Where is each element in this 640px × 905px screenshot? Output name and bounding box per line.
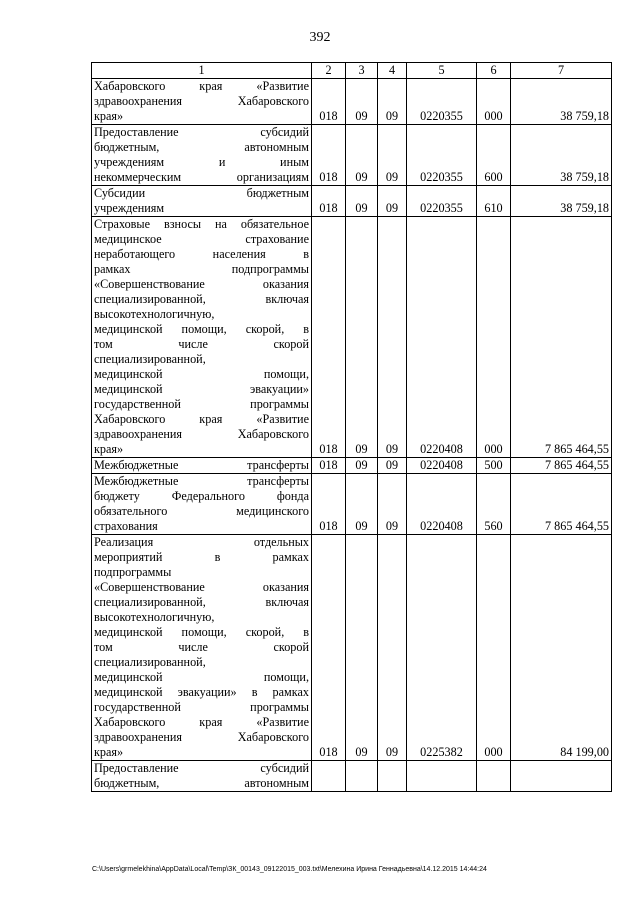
row-description: Предоставление субсидий бюджетным, автономным [92,761,312,792]
ministry-code: 018 [312,186,346,217]
table-header-row [92,63,612,79]
expense-type-code: 600 [477,125,511,186]
ministry-code: 018 [312,125,346,186]
row-description: Межбюджетные трансферты бюджету Федерального фонда обязательного медицинского страхования [92,474,312,535]
subsection-code: 09 [378,79,407,125]
section-code: 09 [346,474,378,535]
column-header: 7 [511,63,612,79]
section-code: 09 [346,125,378,186]
expense-type-code: 000 [477,79,511,125]
expense-type-code: 610 [477,186,511,217]
table-row [92,761,612,792]
section-code: 09 [346,535,378,761]
row-description: Субсидии бюджетным учреждениям [92,186,312,217]
target-article-code: 0220355 [407,186,477,217]
section-code: 09 [346,217,378,458]
section-code: 09 [346,79,378,125]
column-header: 3 [346,63,378,79]
table-row [92,474,612,535]
expense-type-code: 560 [477,474,511,535]
file-path-footer: C:\Users\grmelekhina\AppData\Local\Temp\ЗК_00143_09122015_003.txt\Мелехина Ирина Геннадьевна\14.12.2015 14:44:24 [92,866,487,873]
ministry-code: 018 [312,535,346,761]
table-row [92,217,612,458]
table-row [92,535,612,761]
section-code: 09 [346,186,378,217]
subsection-code: 09 [378,186,407,217]
subsection-code: 09 [378,458,407,474]
table-row [92,79,612,125]
expense-type-code [477,761,511,792]
ministry-code: 018 [312,217,346,458]
budget-table [91,62,612,792]
ministry-code [312,761,346,792]
target-article-code: 0220355 [407,125,477,186]
row-description: Реализация отдельных мероприятий в рамках подпрограммы «Совершенствование оказания специализированной, включая высокотехнологичную, медицинской помощи, скорой, в том числе скорой специализированной, медицинской помощи, медицинской эвакуации» в рамках государственной программы Хабаровского края «Развитие здравоохранения Хабаровского края» [92,535,312,761]
expense-type-code: 000 [477,217,511,458]
amount: 38 759,18 [511,79,612,125]
target-article-code: 0220408 [407,458,477,474]
subsection-code: 09 [378,474,407,535]
section-code [346,761,378,792]
row-description: Межбюджетные трансферты [92,458,312,474]
amount: 7 865 464,55 [511,217,612,458]
target-article-code: 0225382 [407,535,477,761]
amount: 7 865 464,55 [511,474,612,535]
target-article-code: 0220408 [407,474,477,535]
row-description: Страховые взносы на обязательное медицинское страхование неработающего населения в рамках подпрограммы «Совершенствование оказания специализированной, включая высокотехнологичную, медицинской помощи, скорой, в том числе скорой специализированной, медицинской помощи, медицинской эвакуации» государственной программы Хабаровского края «Развитие здравоохранения Хабаровского края» [92,217,312,458]
amount: 38 759,18 [511,125,612,186]
subsection-code [378,761,407,792]
amount [511,761,612,792]
expense-type-code: 500 [477,458,511,474]
subsection-code: 09 [378,535,407,761]
ministry-code: 018 [312,474,346,535]
table-row [92,186,612,217]
subsection-code: 09 [378,217,407,458]
table-row [92,125,612,186]
amount: 7 865 464,55 [511,458,612,474]
row-description: Предоставление субсидий бюджетным, автономным учреждениям и иным некоммерческим организациям [92,125,312,186]
ministry-code: 018 [312,458,346,474]
column-header: 5 [407,63,477,79]
expense-type-code: 000 [477,535,511,761]
column-header: 4 [378,63,407,79]
column-header: 1 [92,63,312,79]
target-article-code: 0220355 [407,79,477,125]
page-number: 392 [309,30,331,45]
column-header: 6 [477,63,511,79]
target-article-code [407,761,477,792]
row-description: Хабаровского края «Развитие здравоохранения Хабаровского края» [92,79,312,125]
amount: 38 759,18 [511,186,612,217]
section-code: 09 [346,458,378,474]
subsection-code: 09 [378,125,407,186]
amount: 84 199,00 [511,535,612,761]
ministry-code: 018 [312,79,346,125]
table-row [92,458,612,474]
target-article-code: 0220408 [407,217,477,458]
column-header: 2 [312,63,346,79]
